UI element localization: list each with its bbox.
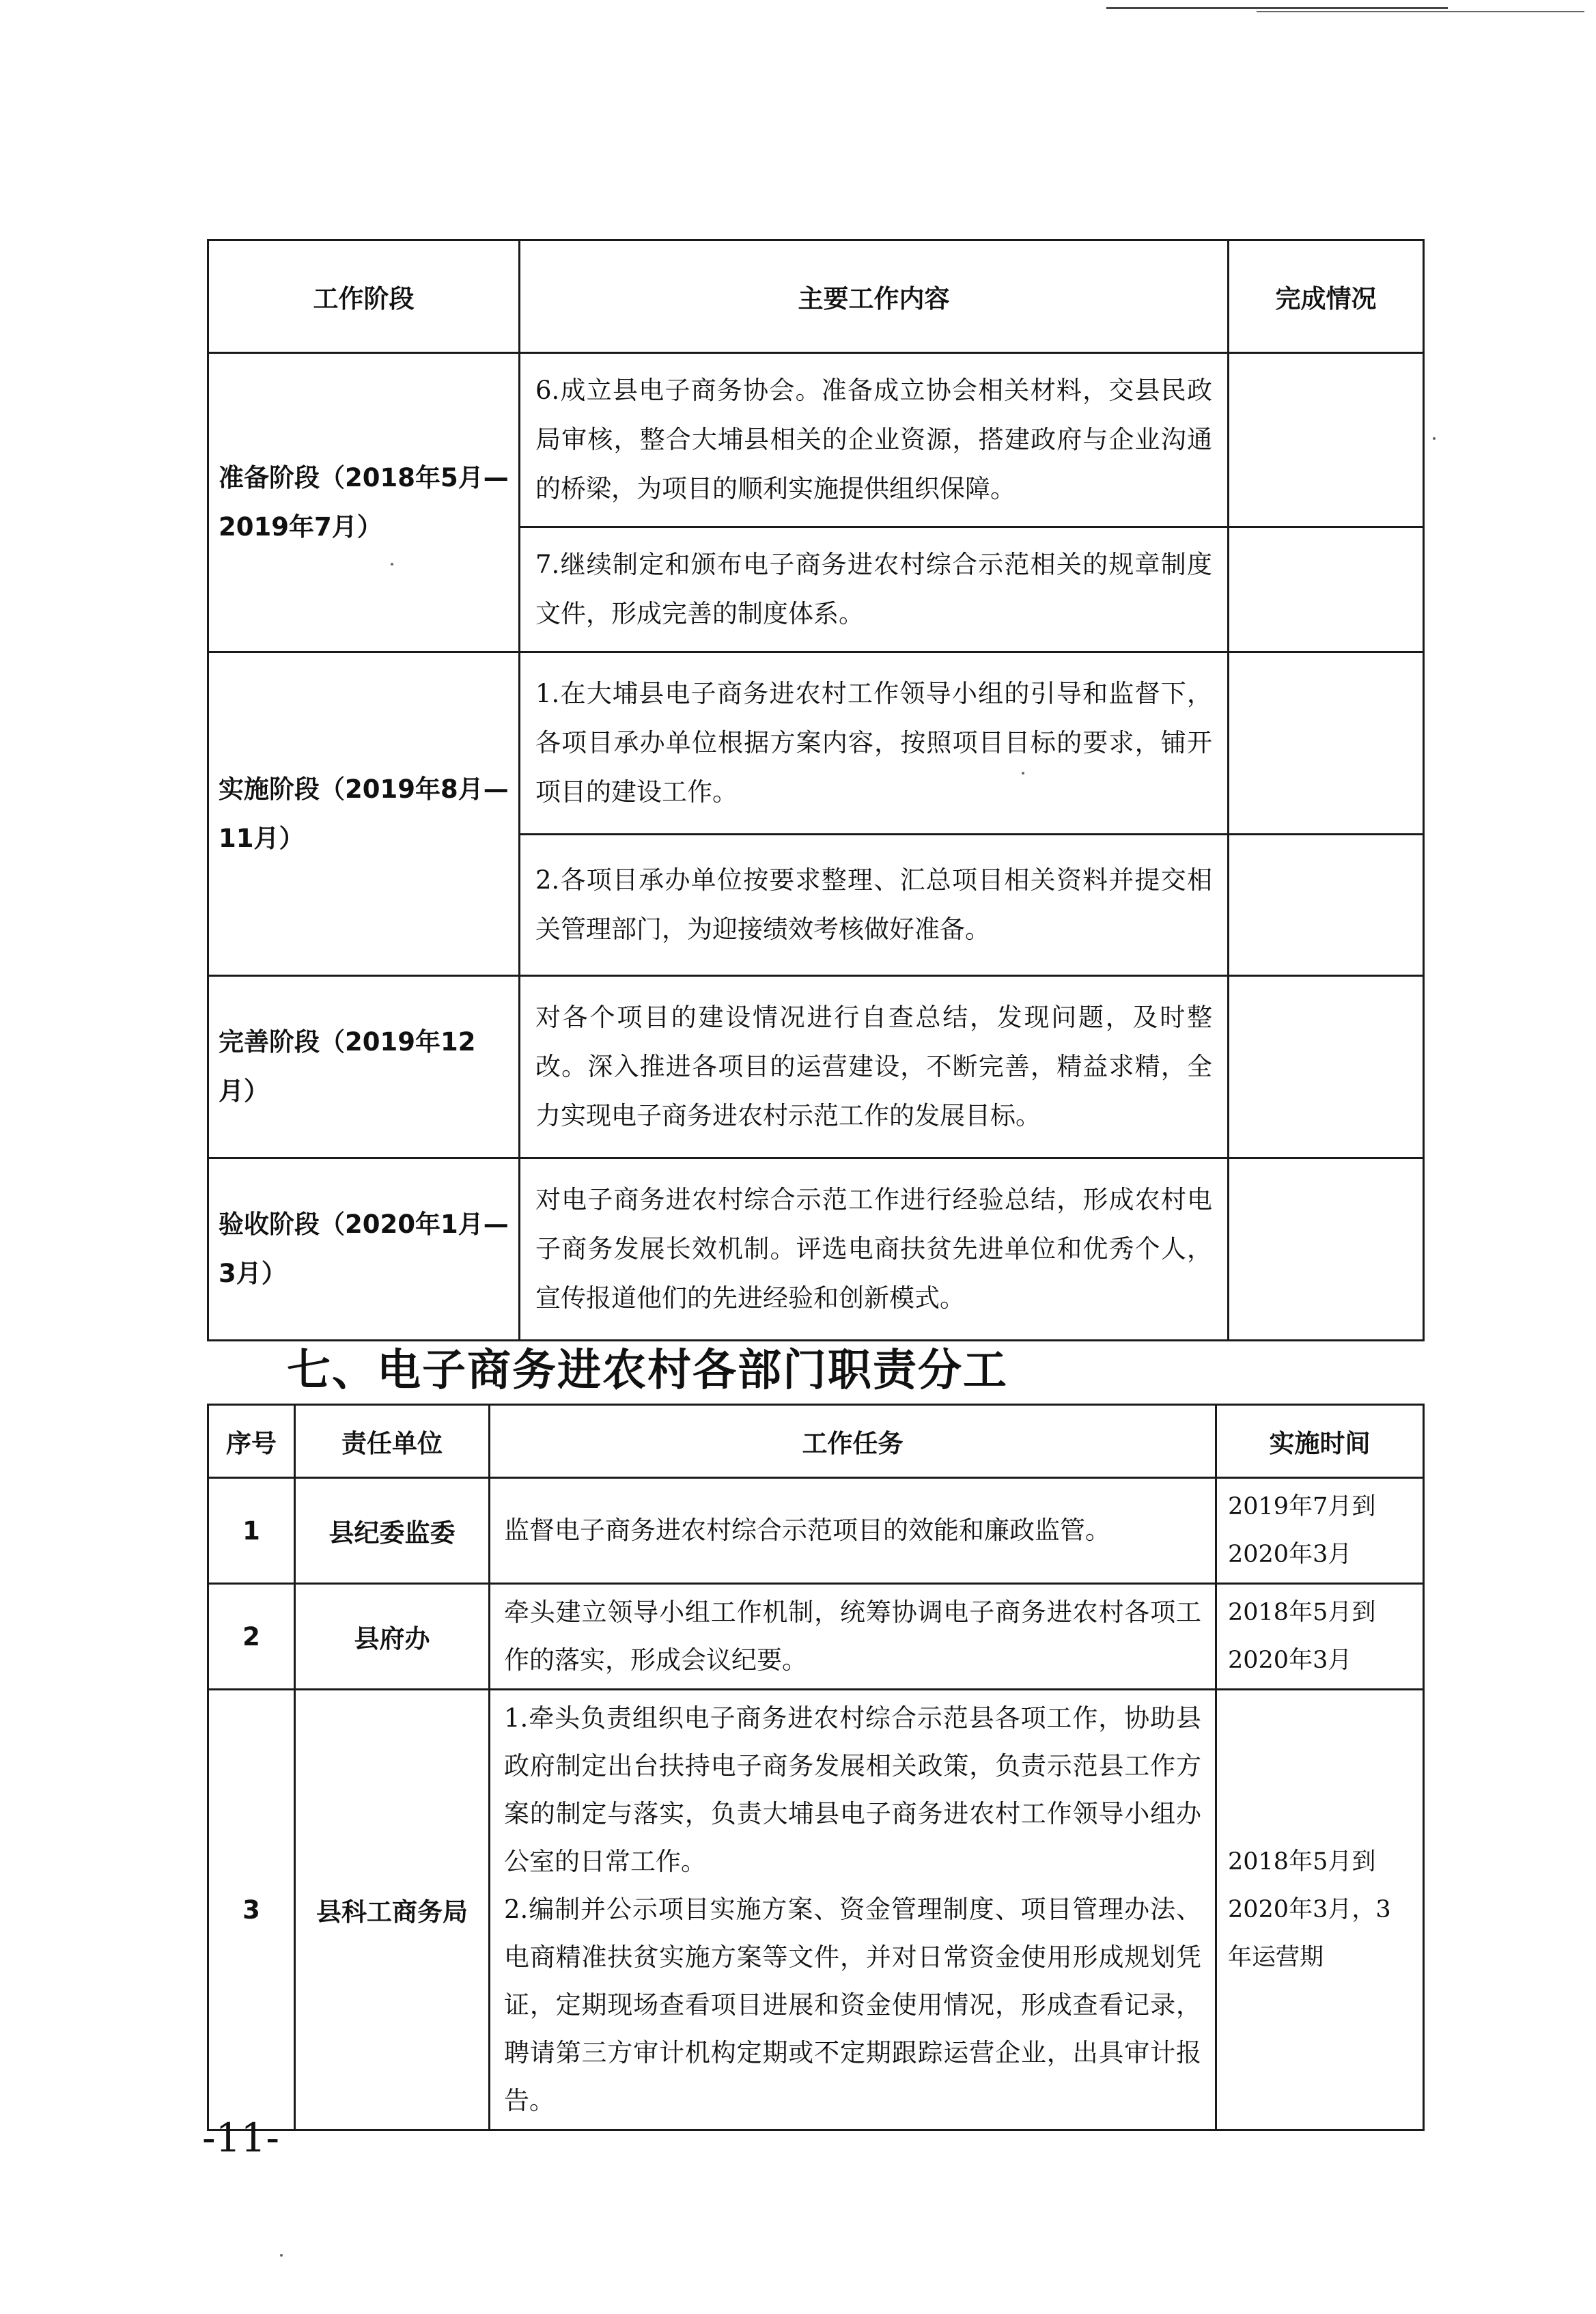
work-stage-table <box>207 239 1425 1341</box>
phase-cell: 实施阶段（2019年8月—11月） <box>208 652 520 976</box>
header-phase: 工作阶段 <box>208 240 520 353</box>
table-row <box>208 1158 1424 1341</box>
task-text: 2.编制并公示项目实施方案、资金管理制度、项目管理办法、电商精准扶贫实施方案等文件，并对日常资金使用形成规划凭证，定期现场查看项目进展和资金使用情况，形成查看记录，聘请第三方审计机构定期或不定期跟踪运营企业，出具审计报告。 <box>504 1895 1201 2115</box>
status-cell <box>1229 527 1424 652</box>
time-cell: 2018年5月到2020年3月，3年运营期 <box>1216 1690 1424 2130</box>
stage-table-header-row <box>208 240 1424 353</box>
header-status: 完成情况 <box>1229 240 1424 353</box>
scan-speck <box>1433 437 1436 440</box>
phase-cell: 验收阶段（2020年1月—3月） <box>208 1158 520 1341</box>
page-number: -11- <box>202 2115 279 2161</box>
header-task: 工作任务 <box>490 1405 1216 1478</box>
status-cell <box>1229 976 1424 1158</box>
content-cell: 1.在大埔县电子商务进农村工作领导小组的引导和监督下，各项目承办单位根据方案内容，按照项目目标的要求，铺开项目的建设工作。 <box>520 652 1229 835</box>
duty-table-header-row <box>208 1405 1424 1478</box>
status-cell <box>1229 652 1424 835</box>
status-cell <box>1229 835 1424 976</box>
table-row <box>208 652 1424 835</box>
task-cell <box>490 1478 1216 1584</box>
content-cell: 7.继续制定和颁布电子商务进农村综合示范相关的规章制度文件，形成完善的制度体系。 <box>520 527 1229 652</box>
row-number: 3 <box>208 1690 295 2130</box>
status-cell <box>1229 353 1424 527</box>
content-cell: 对各个项目的建设情况进行自查总结，发现问题，及时整改。深入推进各项目的运营建设，不断完善，精益求精，全力实现电子商务进农村示范工作的发展目标。 <box>520 976 1229 1158</box>
scan-speck <box>280 2254 283 2257</box>
header-rule <box>1106 7 1448 9</box>
phase-cell: 准备阶段（2018年5月—2019年7月） <box>208 353 520 652</box>
header-num: 序号 <box>208 1405 295 1478</box>
responsible-unit: 县纪委监委 <box>295 1478 490 1584</box>
header-unit: 责任单位 <box>295 1405 490 1478</box>
table-row <box>208 1690 1424 2130</box>
header-time: 实施时间 <box>1216 1405 1424 1478</box>
department-duty-table <box>207 1404 1425 2131</box>
content-cell: 对电子商务进农村综合示范工作进行经验总结，形成农村电子商务发展长效机制。评选电商扶贫先进单位和优秀个人，宣传报道他们的先进经验和创新模式。 <box>520 1158 1229 1341</box>
responsible-unit: 县府办 <box>295 1584 490 1690</box>
task-cell <box>490 1690 1216 2130</box>
table-row <box>208 1478 1424 1584</box>
responsible-unit: 县科工商务局 <box>295 1690 490 2130</box>
section-heading: 七、电子商务进农村各部门职责分工 <box>287 1346 1008 1396</box>
table-row <box>208 1584 1424 1690</box>
table-row <box>208 353 1424 527</box>
task-text: 牵头建立领导小组工作机制，统筹协调电子商务进农村各项工作的落实，形成会议纪要。 <box>504 1598 1201 1675</box>
time-cell: 2018年5月到2020年3月 <box>1216 1584 1424 1690</box>
phase-cell: 完善阶段（2019年12月） <box>208 976 520 1158</box>
time-cell: 2019年7月到2020年3月 <box>1216 1478 1424 1584</box>
header-rule-secondary <box>1257 11 1584 12</box>
row-number: 1 <box>208 1478 295 1584</box>
content-cell: 6.成立县电子商务协会。准备成立协会相关材料，交县民政局审核，整合大埔县相关的企业资源，搭建政府与企业沟通的桥梁，为项目的顺利实施提供组织保障。 <box>520 353 1229 527</box>
scan-speck <box>1022 772 1024 775</box>
task-cell <box>490 1584 1216 1690</box>
task-text: 1.牵头负责组织电子商务进农村综合示范县各项工作，协助县政府制定出台扶持电子商务发展相关政策，负责示范县工作方案的制定与落实，负责大埔县电子商务进农村工作领导小组办公室的日常工作。 <box>504 1703 1201 1876</box>
task-text: 监督电子商务进农村综合示范项目的效能和廉政监管。 <box>504 1516 1110 1545</box>
table-row <box>208 976 1424 1158</box>
content-cell: 2.各项目承办单位按要求整理、汇总项目相关资料并提交相关管理部门，为迎接绩效考核做好准备。 <box>520 835 1229 976</box>
header-content: 主要工作内容 <box>520 240 1229 353</box>
row-number: 2 <box>208 1584 295 1690</box>
scan-speck <box>391 563 393 566</box>
status-cell <box>1229 1158 1424 1341</box>
